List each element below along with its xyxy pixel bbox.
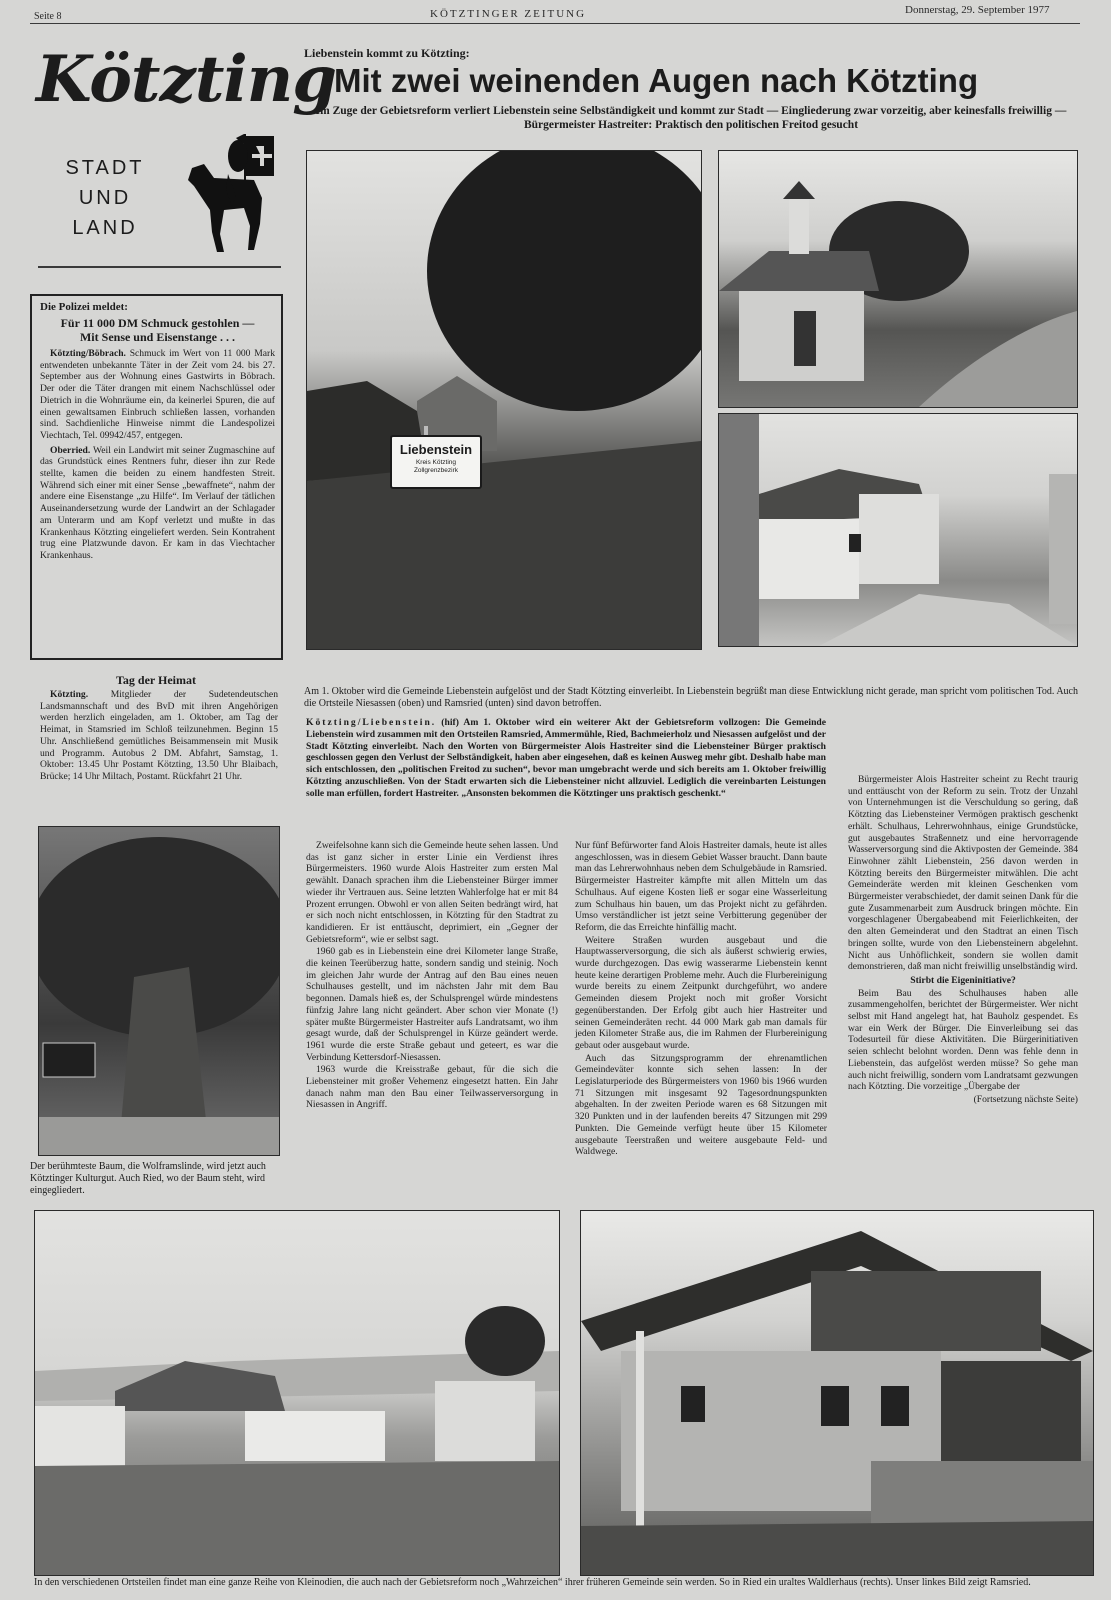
article-paragraph-7: Bürgermeister Alois Hastreiter scheint zu Recht traurig und enttäuscht von der Reform zu sein. Trotz der Unzahl von Unternehmungen ist die Verschuldung so gering, daß Kötzting das Liebensteiner Vermögen praktisch geschenkt erhält. Schulhaus, Lehrerwohnhaus, einige Grundstücke, gut ausgebautes Straßennetz und eine hervorragende Wasserversorgung sind die Aktivposten der Gemeinde. 384 Einwohner zählt Liebenstein, 256 davon werden in Kötzting bereits den Bürgermeister mitwählen. Die acht Gemeinderäte werden mit kleinen Geschenken vom Bürgermeister verabschiedet, der damit seinen Dank für die gute Zusammenarbeit zum Ausdruck bringen möchte. Ein vorgeschlagener Übergabeabend mit Feierlichkeiten, der den alten Gemeinderat und den Stadtrat an einen Tisch bringen sollte, wurde von den Liebensteinern abgelehnt. Nicht aus Unhöflichkeit, sondern sie wollen damit demonstrieren, daß man nicht freiwillig unselbständig wird. [848, 774, 1078, 973]
article-paragraph-5: Weitere Straßen wurden ausgebaut und die Hauptwasserversorgung, die sich als äußerst schwierig erwies, wurde durchgezogen. Das ewig wasserarme Liebenstein kennt heute keine derartigen Probleme mehr. Auch die Flurbereinigung wurde bereits zu einem Zeitpunkt durchgeführt, wo andere Gemeinden diesem Projekt noch mit großer Vorsicht gegenüberstanden. Der Erfolg gibt auch hier Hastreiter und seinen Gemeinderäten recht. 44 000 Mark gab man damals für jeden Kilometer Straße aus, die im Rahmen der Flurbereinigung gebaut oder ausgebaut wurde. [575, 934, 827, 1051]
police-text [40, 348, 275, 562]
heimat-dateline: Kötzting. [50, 689, 89, 700]
article-lead [306, 717, 826, 800]
lead-text: (hif) Am 1. Oktober wird ein weiterer Akt der Gebietsreform vollzogen: Die Gemeinde Liebenstein wird zusammen mit den Ortsteilen Ramsried, Ammermühle, Ried, Bachmeierholz und Niesassen aufgelöst und der Stadt Kötzting einverleibt. Nach den Worten von Bürgermeister Alois Hastreiter sind die Liebensteiner Bürger praktisch geschlossen gegen den Verlust der Selbständigkeit, haben aber eingesehen, daß es keinen Ausweg mehr gibt. Deshalb habe man sich entschlossen, den „politischen Freitod zu suchen“, bevor man umgebracht werde und sich bereits am 1. Oktober freiwillig Kötzting anzuschließen. Von der Stadt erwarten sich die Liebensteiner nicht allzuviel. Lediglich die vereinbarten Leistungen solle man erfüllen, fordert Hastreiter. „Ansonsten bekommen die Kötztinger uns praktisch geschenkt.“ [306, 717, 826, 799]
photo-wolframslinde [38, 826, 280, 1156]
town-sign [390, 435, 482, 489]
police-report-2: Weil ein Landwirt mit seiner Zugmaschine auf das Grundstück eines Rentners fuhr, dieser ihn zur Rede stellte, kamen die beiden zu einem handfesten Streit. Während sich einer mit einer Sense „bewaffnete“, nahm der andere eine Eisenstange „zu Hilfe“. Im Verlauf der tätlichen Auseinandersetzung wurde der Landwirt an der Schlagader am Unterarm und am Kopf verletzt und mußte in das Krankenhaus Kötzting eingeliefert werden. Sein Kontrahent trug eine Platzwunde davon. Er kam in das Viechtacher Krankenhaus. [40, 444, 275, 561]
police-report-1: Schmuck im Wert von 11 000 Mark entwendeten unbekannte Täter in der Zeit vom 24. bis 27. September aus der Wohnung eines Gastwirts in Böbrach. Der oder die Täter drangen mit einem Nachschlüssel oder Dietrich in die Wohnräume ein, da keinerlei Spuren, die auf einen gewaltsamen Einbruch schließen lassen, vorhanden sind. Sachdienliche Hinweise nimmt die Landespolizei Viechtach, Tel. 09942/457, entgegen. [40, 348, 275, 441]
article-paragraph-4: Nur fünf Befürworter fand Alois Hastreiter damals, heute ist alles angeschlossen, was in diesem Gebiet Wasser braucht. Dann baute man das Lehrerwohnhaus neben dem Schulgebäude in Ramsried. Bürgermeister Hastreiter kämpfte mit allen Mitteln um das Schulhaus. Auf eigene Kosten ließ er sogar eine Wasserleitung zum Schulhaus hin bauen, um das Projekt nicht zu gefährden. Umso verständlicher ist jetzt seine Verbitterung gegenüber der Reform, die das Erreichte hinfällig macht. [575, 840, 827, 933]
heimat-body: Mitglieder der Sudetendeutschen Landsmannschaft und des BvD mit ihren Angehörigen werden herzlich eingeladen, am 1. Oktober, am Tag der Heimat, in Stamsried im Schloß teilzunehmen. Beginn 15 Uhr. Anschließend gemütliches Beisammensein mit Musik und Programm. Autobus 2 DM. Abfahrt, Samstag, 1. Oktober: 13.45 Uhr Postamt Kötzting, 13.50 Uhr Blaibach, Brücke; 14 Uhr Miltach, Postamt. Rückfahrt 21 Uhr. [40, 689, 278, 782]
linde-caption: Der berühmteste Baum, die Wolframslinde, wird jetzt auch Kötztinger Kulturgut. Auch Ried, wo der Baum steht, wird eingegliedert. [30, 1161, 266, 1196]
header-rule [30, 23, 1080, 24]
subtitle-land: LAND [72, 217, 138, 239]
article-subhead: Im Zuge der Gebietsreform verliert Liebenstein seine Selbständigkeit und kommt zur Stadt — Eingliederung zwar vorzeitig, aber keinesfalls freiwillig — Bürgermeister Hastreiter: Praktisch den politischen Freitod gesucht [315, 105, 1067, 131]
masthead-rule [38, 266, 281, 268]
subtitle-und: UND [78, 187, 132, 209]
police-kicker: Die Polizei meldet: [40, 301, 128, 313]
police-dateline-1: Kötzting/Böbrach. [50, 348, 126, 359]
newspaper-name: KÖTZTINGER ZEITUNG [430, 8, 587, 20]
article-headline: Mit zwei weinenden Augen nach Kötzting [334, 62, 979, 99]
article-paragraph-2: 1960 gab es in Liebenstein eine drei Kilometer lange Straße, die keinen Teerüberzug hatte, sondern sandig und steinig. Noch im gleichen Jahr wurde der Antrag auf den Bau eines neuen Schulhauses gestellt, und im nächsten Jahr mit dem Bau begonnen. Damals hieß es, der Schulsprengel würde mindestens fünfzig Jahre lang nicht geändert. Aber schon vier Monate (!) später mußte Bürgermeister Hastreiter aufs Landratsamt, wo ihm gesagt wurde, daß der Schulsprengel in Kürze geändert werde. 1961 wurde die erste Straße gebaut und geteert, es war die Verbindung Kettersdorf-Niesassen. [306, 946, 558, 1063]
town-sign-district: Kreis Kötzting [415, 459, 457, 466]
article-column-2 [575, 840, 827, 1158]
lead-dateline: Kötzting/Liebenstein. [306, 717, 437, 728]
article-subheading: Stirbt die Eigeninitiative? [910, 974, 1016, 986]
photo-niesassen-chapel [718, 150, 1078, 408]
article-kicker: Liebenstein kommt zu Kötzting: [304, 46, 470, 60]
article-column-3 [848, 774, 1078, 1106]
bottom-caption: In den verschiedenen Ortsteilen findet man eine ganze Reihe von Kleinodien, die auch nach der Gebietsreform noch „Wahrzeichen“ ihrer früheren Gemeinde sein werden. So in Ried ein uraltes Waldlerhaus (rechts). Unser linkes Bild zeigt Ramsried. [34, 1577, 1031, 1588]
subtitle-stadt: STADT [65, 157, 145, 179]
article-paragraph-1: Zweifelsohne kann sich die Gemeinde heute sehen lassen. Und das ist ganz sicher in erster Linie ein Verdienst ihres Bürgermeisters. 1960 wurde Alois Hastreiter zum ersten Mal gewählt. Danach sprachen ihm die Liebensteiner Bürger immer wieder ihr Vertrauen aus. Seine letzten Wahlerfolge hat er mit 84 Prozent errungen. Obwohl er von allen Seiten bedrängt wird, hat er sich noch nicht entschlossen, in Kötzting für den Stadtrat zu kandidieren. Er ist enttäuscht, deprimiert, ein „Gegner der Gebietsreform“, wie er selbst sagt. [306, 840, 558, 945]
town-sign-name: Liebenstein [399, 442, 473, 457]
police-headline-line2: Mit Sense und Eisenstange . . . [79, 330, 236, 344]
photo-ramsried-village [34, 1210, 560, 1576]
town-sign-zone: Zollgrenzbezirk [413, 467, 459, 474]
article-paragraph-3: 1963 wurde die Kreisstraße gebaut, für die sich die Liebensteiner mit großer Vehemenz eingesetzt hatten. Ein Jahr danach nahm man den Bau einer Teilwasserversorgung in Niesassen in Angriff. [306, 1064, 558, 1111]
photos-caption: Am 1. Oktober wird die Gemeinde Liebenstein aufgelöst und der Stadt Kötzting einverleibt. In Liebenstein begrüßt man diese Entwicklung nicht gerade, man spricht vom politischen Tod. Auch die Ortsteile Niesassen (oben) und Ramsried (unten) sind davon betroffen. [304, 686, 1078, 709]
heimat-title: Tag der Heimat [116, 673, 196, 687]
article-column-1 [306, 840, 558, 1111]
horse-rider-icon [184, 128, 280, 256]
article-paragraph-8: Beim Bau des Schulhauses haben alle zusammengeholfen, berichtet der Bürgermeister. Wer nicht selbst mit Hand angelegt hat, hat Bauholz gespendet. Es war ein Werk der Bürger. Die Einverleibung sei das Todesurteil für diese Aktivitäten. Die Bürgerinitiativen seien schlecht belohnt worden. Denn was fehle denn in Liebenstein, das aufgelöst werden müsse? So gehe man auch nicht freiwillig, sondern vom Landratsamt gezwungen nach Kötzting. Die vorzeitige „Übergabe der [848, 987, 1078, 1093]
section-title: Kötzting [36, 42, 336, 117]
photo-waldlerhaus-ried [580, 1210, 1094, 1576]
police-dateline-2: Oberried. [50, 444, 91, 456]
continued-note: (Fortsetzung nächste Seite) [973, 1093, 1078, 1105]
heimat-text [40, 689, 278, 783]
article-paragraph-6: Auch das Sitzungsprogramm der ehrenamtlichen Gemeindeväter konnte sich sehen lassen: In der Legislaturperiode des Bürgermeisters von 1960 bis 1966 wurden 71 Sitzungen mit insgesamt 92 Tagesordnungspunkten abgehalten. In der zweiten Periode waren es 68 Sitzungen mit 320 Punkten und in der laufenden bereits 47 Sitzungen mit 299 Punkten. Die Gemeinde verfügt heute über 15 Kilometer ausgebaute Teerstraßen und weitere ausgebaute Feld- und Waldwege. [575, 1052, 827, 1158]
issue-date: Donnerstag, 29. September 1977 [905, 4, 1050, 16]
page-number: Seite 8 [34, 11, 62, 22]
photo-liebenstein-sign [306, 150, 702, 650]
section-subtitle [55, 153, 155, 243]
photo-ramsried-houses [718, 413, 1078, 647]
police-headline [40, 316, 275, 344]
police-headline-line1: Für 11 000 DM Schmuck gestohlen — [60, 316, 255, 330]
